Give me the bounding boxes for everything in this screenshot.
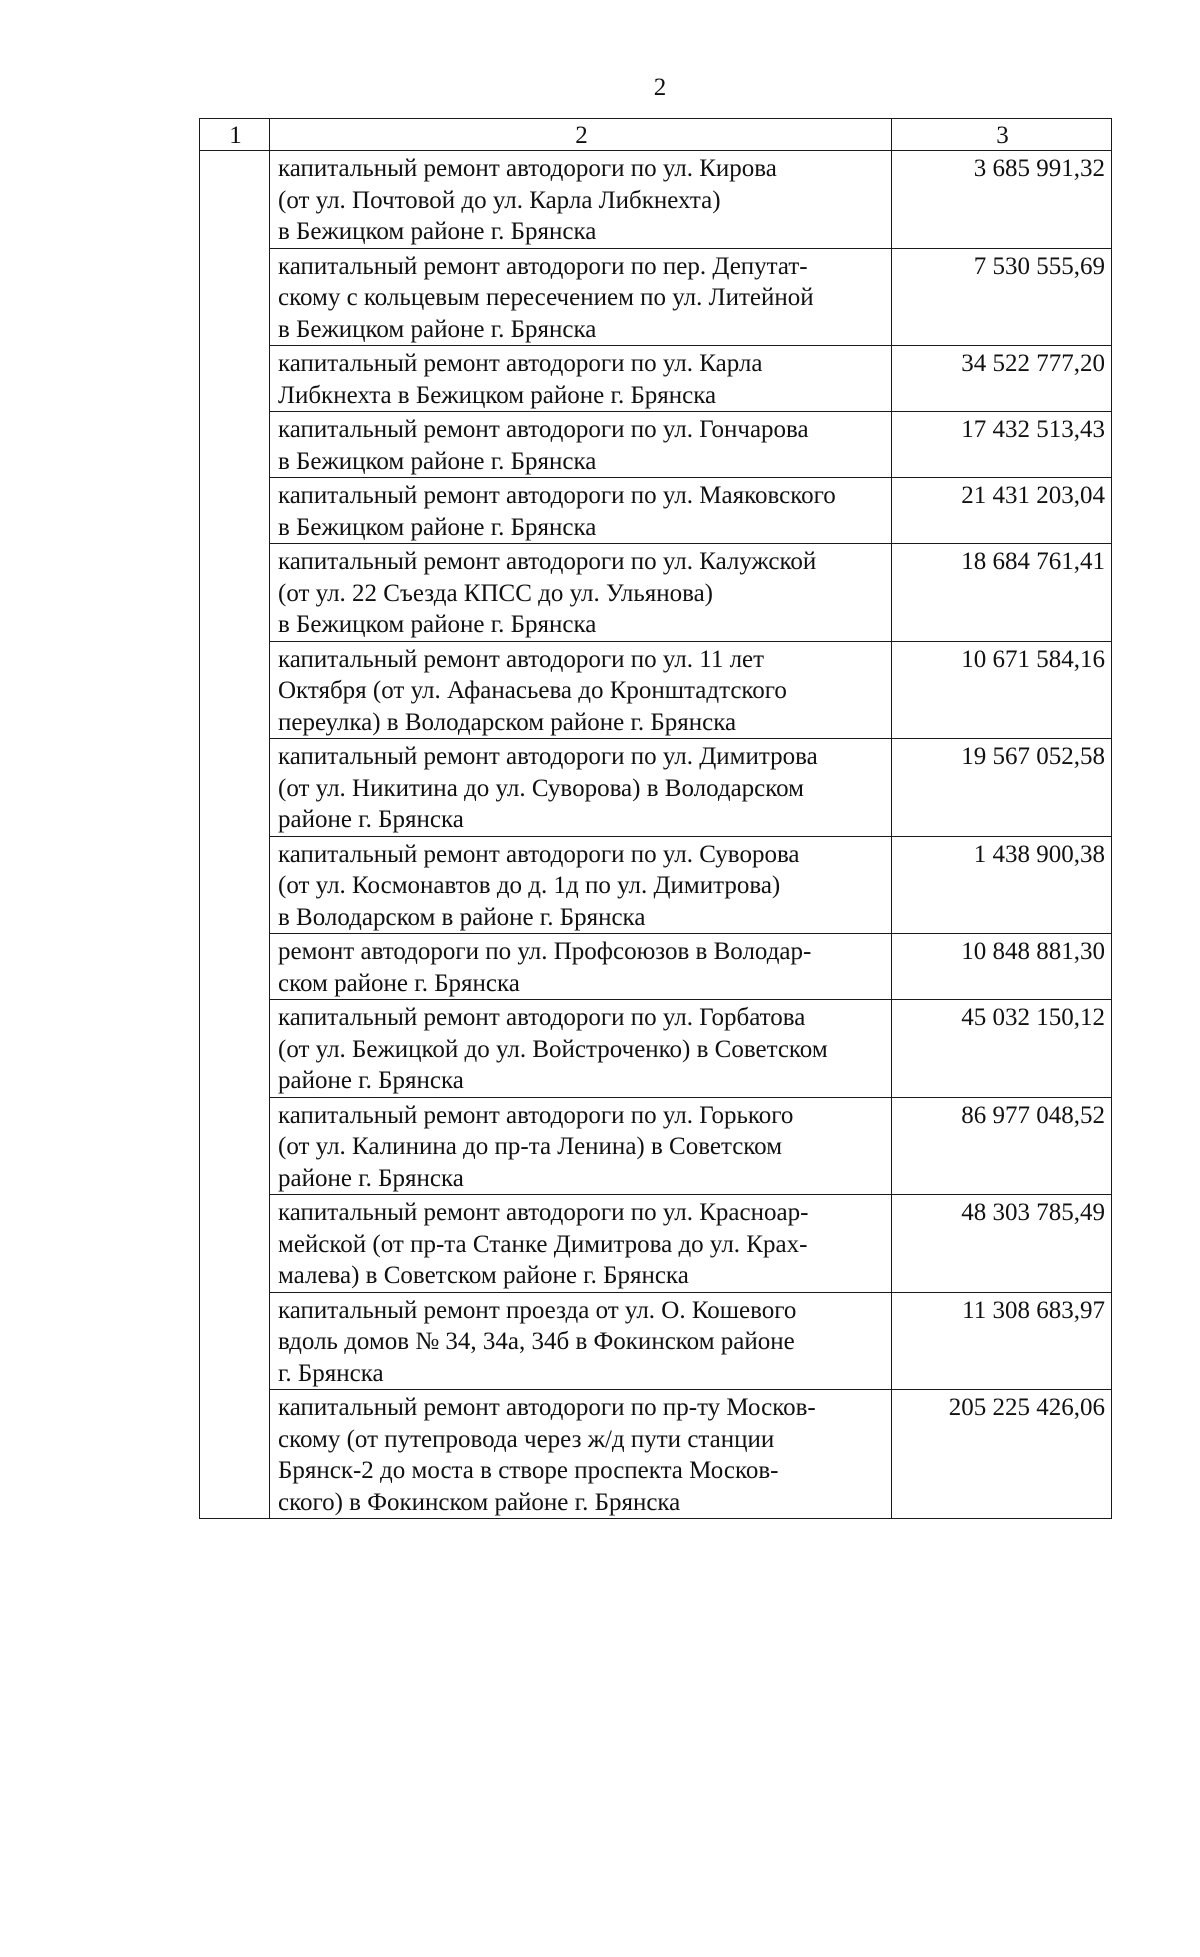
description-line: капитальный ремонт автодороги по ул. Горбатова — [278, 1004, 806, 1031]
description-line: (от ул. 22 Съезда КПСС до ул. Ульянова) — [278, 579, 713, 607]
description-line: капитальный ремонт автодороги по ул. Димитрова — [278, 743, 818, 770]
row-number-cell — [200, 151, 270, 249]
description-cell — [270, 412, 892, 478]
description-line: в Володарском в районе г. Брянска — [278, 903, 646, 931]
description-cell — [270, 641, 892, 739]
row-number-cell — [200, 1000, 270, 1098]
description-line: (от ул. Бежицкой до ул. Войстроченко) в Советском — [278, 1035, 828, 1063]
budget-table — [199, 118, 1112, 1519]
row-number-cell — [200, 934, 270, 1000]
amount-cell: 3 685 991,32 — [892, 151, 1112, 249]
description-line: скому с кольцевым пересечением по ул. Литейной — [278, 284, 814, 311]
amount-cell: 18 684 761,41 — [892, 544, 1112, 642]
amount-cell: 21 431 203,04 — [892, 478, 1112, 544]
description-line: Брянск-2 до моста в створе проспекта Москов- — [278, 1457, 779, 1484]
row-number-cell — [200, 346, 270, 412]
row-number-cell — [200, 1390, 270, 1519]
description-line: капитальный ремонт автодороги по пр-ту Москов- — [278, 1394, 816, 1421]
description-line: (от ул. Калинина до пр-та Ленина) в Советском — [278, 1133, 783, 1160]
amount-cell: 205 225 426,06 — [892, 1390, 1112, 1519]
description-line: капитальный ремонт автодороги по ул. Кирова — [278, 155, 777, 182]
table-row — [200, 1390, 1112, 1519]
row-number-cell — [200, 544, 270, 642]
description-line: в Бежицком районе г. Брянска — [278, 611, 597, 638]
column-header-3: 3 — [892, 119, 1112, 151]
description-line: г. Брянска — [278, 1359, 384, 1387]
table-row — [200, 934, 1112, 1000]
row-number-cell — [200, 739, 270, 837]
description-line: переулка) в Володарском районе г. Брянска — [278, 708, 737, 736]
description-line: районе г. Брянска — [278, 806, 464, 833]
description-line: в Бежицком районе г. Брянска — [278, 218, 597, 245]
description-cell — [270, 1097, 892, 1195]
amount-cell: 19 567 052,58 — [892, 739, 1112, 837]
column-header-2: 2 — [270, 119, 892, 151]
description-cell — [270, 934, 892, 1000]
description-line: капитальный ремонт автодороги по ул. 11 лет — [278, 645, 765, 673]
table-row — [200, 1292, 1112, 1390]
amount-cell: 10 848 881,30 — [892, 934, 1112, 1000]
description-cell — [270, 151, 892, 249]
table-body — [200, 151, 1112, 1519]
description-line: малева) в Советском районе г. Брянска — [278, 1262, 689, 1289]
column-header-1: 1 — [200, 119, 270, 151]
amount-cell: 7 530 555,69 — [892, 248, 1112, 346]
description-line: капитальный ремонт автодороги по ул. Гончарова — [278, 416, 809, 443]
description-line: районе г. Брянска — [278, 1067, 464, 1094]
row-number-cell — [200, 1097, 270, 1195]
row-number-cell — [200, 412, 270, 478]
description-cell — [270, 248, 892, 346]
row-number-cell — [200, 1292, 270, 1390]
description-line: Октября (от ул. Афанасьева до Кронштадтского — [278, 677, 787, 704]
description-line: скому (от путепровода через ж/д пути станции — [278, 1425, 775, 1453]
description-line: вдоль домов № 34, 34а, 34б в Фокинском районе — [278, 1328, 795, 1355]
description-cell — [270, 1390, 892, 1519]
page-number: 2 — [653, 74, 667, 101]
description-cell — [270, 544, 892, 642]
description-cell — [270, 739, 892, 837]
table-row — [200, 836, 1112, 934]
description-line: капитальный ремонт проезда от ул. О. Кошевого — [278, 1296, 797, 1324]
description-line: капитальный ремонт автодороги по ул. Горького — [278, 1101, 794, 1129]
amount-cell: 34 522 777,20 — [892, 346, 1112, 412]
table-row — [200, 641, 1112, 739]
amount-cell: 86 977 048,52 — [892, 1097, 1112, 1195]
row-number-cell — [200, 836, 270, 934]
amount-cell: 11 308 683,97 — [892, 1292, 1112, 1390]
description-line: ского) в Фокинском районе г. Брянска — [278, 1488, 681, 1516]
row-number-cell — [200, 1195, 270, 1293]
description-line: мейской (от пр-та Станке Димитрова до ул. Крах- — [278, 1230, 808, 1258]
amount-cell: 10 671 584,16 — [892, 641, 1112, 739]
description-line: Либкнехта в Бежицком районе г. Брянска — [278, 381, 717, 409]
description-cell — [270, 1195, 892, 1293]
description-line: (от ул. Почтовой до ул. Карла Либкнехта) — [278, 186, 721, 214]
row-number-cell — [200, 641, 270, 739]
description-line: районе г. Брянска — [278, 1164, 464, 1192]
table-row — [200, 248, 1112, 346]
table-row — [200, 1000, 1112, 1098]
amount-cell: 45 032 150,12 — [892, 1000, 1112, 1098]
table-row — [200, 412, 1112, 478]
description-line: (от ул. Космонавтов до д. 1д по ул. Димитрова) — [278, 872, 781, 899]
description-line: капитальный ремонт автодороги по ул. Карла — [278, 350, 763, 377]
description-line: капитальный ремонт автодороги по ул. Суворова — [278, 840, 800, 868]
description-line: капитальный ремонт автодороги по пер. Депутат- — [278, 252, 808, 280]
amount-cell: 48 303 785,49 — [892, 1195, 1112, 1293]
description-line: ремонт автодороги по ул. Профсоюзов в Володар- — [278, 938, 812, 965]
description-cell — [270, 346, 892, 412]
amount-cell: 1 438 900,38 — [892, 836, 1112, 934]
description-cell — [270, 1000, 892, 1098]
amount-cell: 17 432 513,43 — [892, 412, 1112, 478]
description-line: в Бежицком районе г. Брянска — [278, 447, 597, 475]
description-line: капитальный ремонт автодороги по ул. Калужской — [278, 548, 817, 575]
table-row — [200, 346, 1112, 412]
table-row — [200, 1195, 1112, 1293]
description-line: (от ул. Никитина до ул. Суворова) в Володарском — [278, 774, 805, 802]
description-line: капитальный ремонт автодороги по ул. Маяковского — [278, 482, 836, 509]
description-cell — [270, 478, 892, 544]
table-row — [200, 739, 1112, 837]
description-line: в Бежицком районе г. Брянска — [278, 513, 597, 541]
table-row — [200, 1097, 1112, 1195]
description-line: в Бежицком районе г. Брянска — [278, 315, 597, 343]
row-number-cell — [200, 478, 270, 544]
row-number-cell — [200, 248, 270, 346]
table-row — [200, 151, 1112, 249]
table-row — [200, 544, 1112, 642]
description-cell — [270, 836, 892, 934]
table-row — [200, 478, 1112, 544]
description-cell — [270, 1292, 892, 1390]
description-line: ском районе г. Брянска — [278, 969, 520, 997]
description-line: капитальный ремонт автодороги по ул. Красноар- — [278, 1199, 809, 1226]
table-header-row — [200, 119, 1112, 151]
